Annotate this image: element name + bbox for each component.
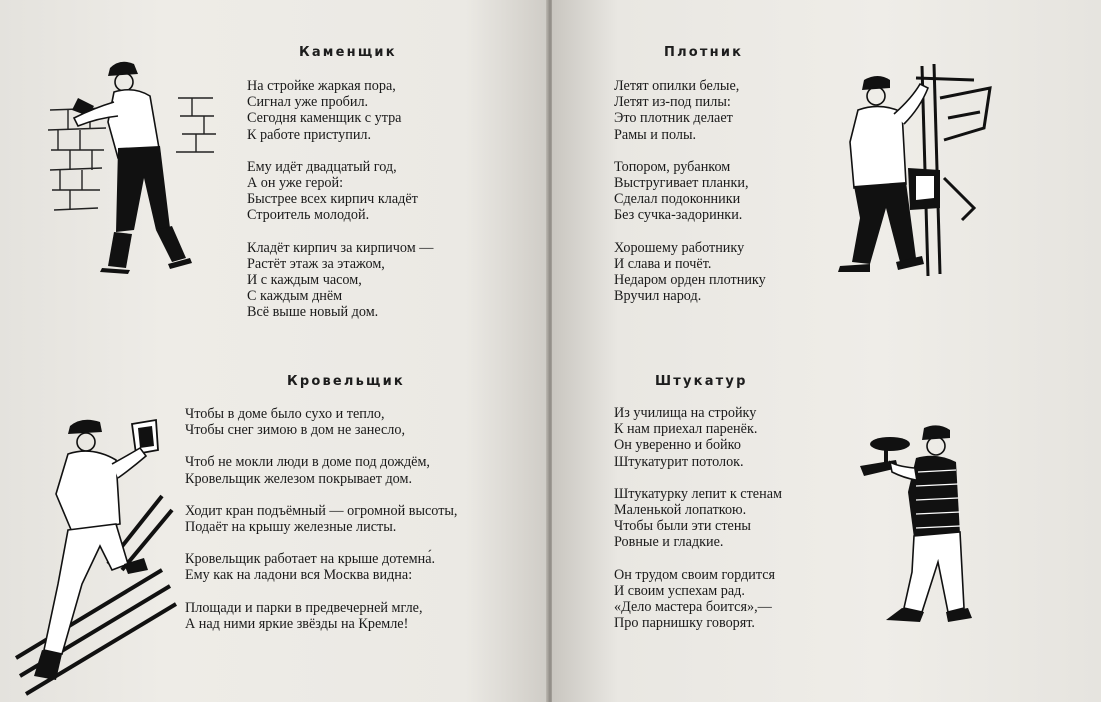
verse-line: К нам приехал паренёк. xyxy=(614,421,758,438)
verse-line: Быстрее всех кирпич кладёт xyxy=(247,191,418,208)
verse-line: Сделал подоконники xyxy=(614,191,741,208)
verse-line: Про парнишку говорят. xyxy=(614,615,755,632)
poem-roofer-text xyxy=(185,406,457,632)
verse-line: И своим успехам рад. xyxy=(614,582,745,599)
verse-line: С каждым днём xyxy=(247,288,343,305)
verse-line: Недаром орден плотнику xyxy=(614,272,766,289)
verse-line: Топором, рубанком xyxy=(614,158,731,175)
verse-line: И с каждым часом, xyxy=(247,272,362,289)
verse-line: Штукатурку лепит к стенам xyxy=(614,485,782,502)
verse-line: А над ними яркие звёзды на Кремле! xyxy=(185,615,409,632)
verse-line: Подаёт на крышу железные листы. xyxy=(185,519,397,536)
plasterer-illustration xyxy=(856,422,976,634)
verse-line: Чтобы в доме было сухо и тепло, xyxy=(185,406,385,422)
verse-line: Кровельщик работает на крыше дотемна́. xyxy=(185,551,436,568)
verse-line: Сегодня каменщик с утра xyxy=(247,110,402,127)
verse-line: Хорошему работнику xyxy=(614,239,745,256)
verse-line: Выстругивает планки, xyxy=(614,175,749,192)
roofer-illustration xyxy=(12,414,182,700)
verse-line: Он уверенно и бойко xyxy=(614,437,741,454)
verse-line: А он уже герой: xyxy=(247,175,344,192)
verse-line: Кровельщик железом покрывает дом. xyxy=(185,470,413,487)
verse-line: И слава и почёт. xyxy=(614,255,712,272)
verse-line: Это плотник делает xyxy=(614,110,733,127)
verse-line: Маленькой лопаткою. xyxy=(614,502,747,519)
verse-line: Ему идёт двадцатый год, xyxy=(247,158,397,175)
verse-line: Площади и парки в предвечерней мгле, xyxy=(185,599,423,616)
poem-bricklayer-text xyxy=(247,78,433,321)
verse-line: Ходит кран подъёмный — огромной высоты, xyxy=(185,502,458,519)
verse-line: Из училища на стройку xyxy=(614,405,757,421)
verse-line: Летят опилки белые, xyxy=(614,78,740,94)
verse-line: Всё выше новый дом. xyxy=(247,304,379,321)
verse-line: Строитель молодой. xyxy=(247,207,370,224)
poem-title-roofer: Кровельщик xyxy=(287,374,405,389)
poem-title-plasterer: Штукатур xyxy=(655,374,748,389)
verse-line: «Дело мастера боится»,— xyxy=(614,599,772,616)
verse-line: Вручил народ. xyxy=(614,288,702,305)
verse-line: Без сучка-задоринки. xyxy=(614,207,743,224)
verse-line: Рамы и полы. xyxy=(614,126,697,143)
poem-carpenter-text xyxy=(614,78,766,304)
verse-line: Чтобы снег зимою в дом не занесло, xyxy=(185,422,406,439)
verse-line: Ровные и гладкие. xyxy=(614,534,724,551)
verse-line: Чтобы были эти стены xyxy=(614,518,751,535)
verse-line: Сигнал уже пробил. xyxy=(247,94,369,111)
verse-line: Летят из-под пилы: xyxy=(614,94,731,111)
verse-line: Кладёт кирпич за кирпичом — xyxy=(247,239,434,256)
verse-line: Растёт этаж за этажом, xyxy=(247,255,385,272)
verse-line: К работе приступил. xyxy=(247,126,372,143)
verse-line: Ему как на ладони вся Москва видна: xyxy=(185,567,413,584)
poem-title-bricklayer: Каменщик xyxy=(299,45,397,60)
verse-line: Он трудом своим гордится xyxy=(614,566,776,583)
verse-line: На стройке жаркая пора, xyxy=(247,78,396,94)
verse-line: Штукатурит потолок. xyxy=(614,453,744,470)
carpenter-illustration xyxy=(824,58,1000,284)
bricklayer-illustration xyxy=(48,58,218,280)
left-page xyxy=(0,0,548,702)
verse-line: Чтоб не мокли люди в доме под дождём, xyxy=(185,454,430,471)
right-page xyxy=(552,0,1101,702)
poem-plasterer-text xyxy=(614,405,782,631)
poem-title-carpenter: Плотник xyxy=(664,45,744,60)
